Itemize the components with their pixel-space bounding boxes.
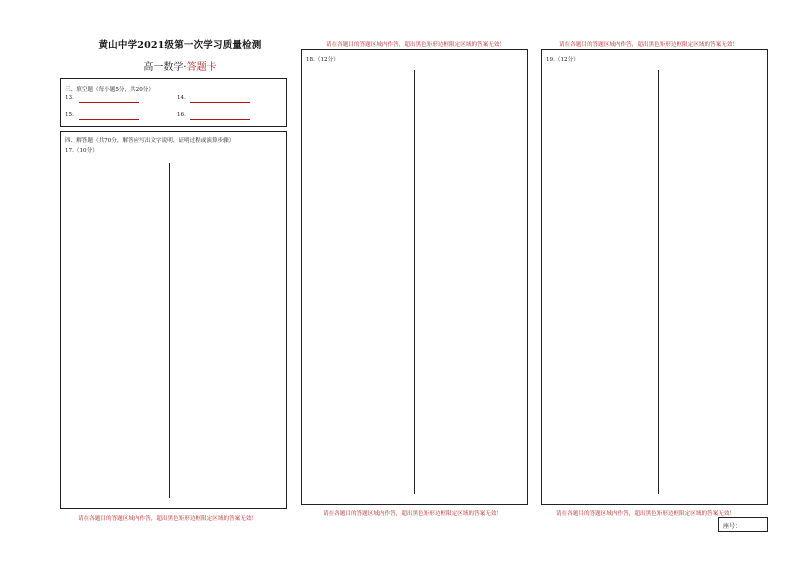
seat-number-label: 座号： (723, 523, 742, 530)
fill-blank-box (60, 78, 287, 127)
subtitle-prefix: 高一数学· (143, 62, 187, 73)
warning-col3-top: 请在各题目的答题区域内作答，超出黑色矩形边框限定区域的答案无效！ (559, 42, 739, 48)
answer-box-18[interactable] (301, 49, 528, 505)
divider-line-17 (169, 163, 170, 498)
answer-section-heading: 四、解答题（共70分，解答应写出文字说明、证明过程或演算步骤） (65, 138, 235, 144)
blank-label-15: 15. (65, 112, 74, 118)
divider-line-18 (414, 70, 415, 494)
divider-line-19 (658, 70, 659, 494)
warning-col2-top: 请在各题目的答题区域内作答，超出黑色矩形边框限定区域的答案无效！ (326, 42, 506, 48)
blank-label-14: 14. (177, 95, 186, 101)
question-18-label: 18.（12分） (306, 57, 339, 63)
warning-col3-bottom: 请在各题目的答题区域内作答，超出黑色矩形边框限定区域的答案无效！ (556, 511, 736, 517)
blank-line-13[interactable] (79, 102, 139, 103)
exam-subtitle (80, 58, 280, 73)
blank-line-15[interactable] (79, 119, 139, 120)
exam-title: 黄山中学2021级第一次学习质量检测 (98, 40, 262, 51)
subtitle-accent: 答题卡 (186, 62, 217, 73)
warning-col1: 请在各题目的答题区域内作答，超出黑色矩形边框限定区域的答案无效！ (78, 516, 258, 522)
fill-blank-heading: 三、填空题（每小题5分，共20分） (65, 87, 154, 93)
blank-label-13: 13. (65, 95, 74, 101)
seat-number-box[interactable] (718, 517, 768, 532)
blank-line-16[interactable] (190, 119, 250, 120)
blank-line-14[interactable] (190, 102, 250, 103)
question-19-label: 19.（12分） (546, 57, 579, 63)
warning-col2-bottom: 请在各题目的答题区域内作答，超出黑色矩形边框限定区域的答案无效！ (323, 511, 503, 517)
blank-label-16: 16. (177, 112, 186, 118)
question-17-label: 17.（10分） (65, 148, 98, 154)
answer-box-17[interactable] (60, 131, 287, 509)
answer-box-19[interactable] (541, 49, 768, 505)
